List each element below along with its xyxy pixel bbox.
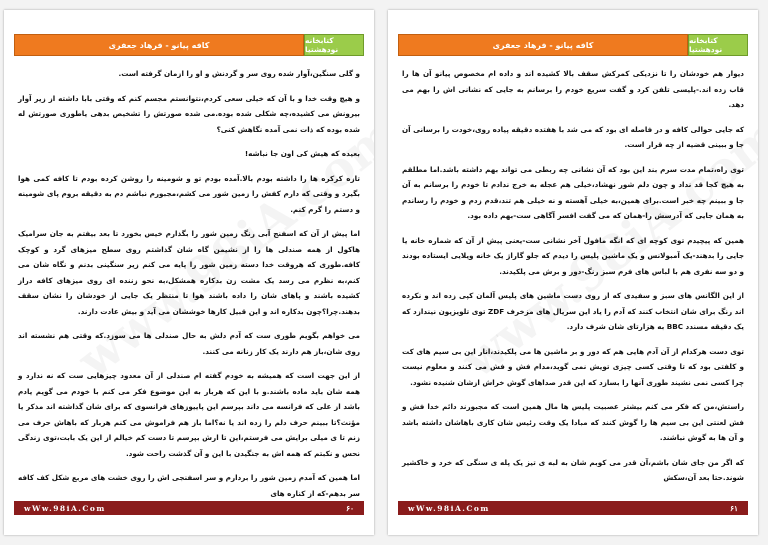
paragraph: که اگر من جای شان باشم،آن قدر می کوبم شان به لبه ی تیز یک پله ی سنگی که خرد و خاکشیر شوند.حتا بعد آن،سکش [402,457,744,482]
paragraph: توی راه،تمام مدت سرم بند این بود که آن نشانی چه ربطی می تواند بهم داشته باشد.اما مطلقم به هیچ کجا قد نداد و چون دلم شور نهشاد،خیلی هم عجله به خرج ندادم تا خودم را برسانم به آن جا و ببینم چه خبر است.برای همین،به خیلی آهسته و نه خیلی هم تند،قدم زدم و خودم را رساندم به همان جایی که آدرسش را-همان که می گفت افسر آگاهی ست-بهم داده بود. [402,164,744,220]
paragraph: توی دست هرکدام از آن آدم هایی هم که دور و بر ماشین ها می پلکیدند،انار این بی سیم های کت و کلفتی بود که تا وقتی کسی چیزی تویش نمی گوید،مدام فش و فش می کنند و معلوم نیست چرا کسی نمی نشیند طوری آنها را بسازد که این قدر صداهای گوش خراش ازشان شنیده نشود. [402,346,744,387]
header-library-name: کتابخانه نودهشتیا [688,34,748,56]
paragraph: از این الگانس های سبز و سفیدی که از روی دست ماشین های پلیس آلمان کپی زده اند و نکرده اند رنگ برای شان انتخاب کنند که آدم را یاد این سریال های مزخرف ZDF توی تلویزیون نیندازد که یک دقیقه مسندد BBC به هزارتای شان شرف دارد. [402,291,744,331]
paragraph: و هیچ وقت خدا و با آن که خیلی سعی کردم،نتوانستم مجسم کنم که وقتی بابا داشته از زیر آوار بیرونش می کشیده،چه شکلی شده بوده.می شده صورتش را تشخیص بدهی یاطوری صورتش له شده بوده که ذات نمی آمده نگاهش کنی؟ [18,93,360,134]
footer-site-link[interactable]: wWw.98iA.Com [408,503,490,513]
page-number: ۶۰ [345,503,354,513]
paragraph: که جایی حوالی کافه و در فاصله ای بود که می شد با هفتده دقیقه پیاده روی،خودت را برسانی آن جا و ببینی قضیه از چه قرار است. [402,124,744,149]
paragraph: می خواهم بگویم طوری ست که آدم دلش به حال صندلی ها می سوزد.که وقتی هم نشسته اند روی شان،باز هم دارند یک کار زنانه می کنند. [18,331,360,356]
header-title: کافه پیانو - فرهاد جعفری [398,34,688,56]
page-footer [398,501,748,515]
paragraph: و گلی سنگین،آوار شده روی سر و گردنش و او را ازمان گرفته است. [118,69,360,78]
page-body-text [402,66,744,484]
paragraph: دیوار هم خودشان را تا نزدیکی کمرکش سقف بالا کشیده اند و داده ام مخصوص پیانو آن ها را قاب زده اند.-پلیسی تلفن کرد و گفت سریع خودم را برسانم به جایی که نشانی اش را بهم می دهد. [402,69,744,109]
paragraph: از این جهت است که همیشه به خودم گفته ام صندلی از آن معدود چیزهایی ست که نه ندارد و همه شان باید ماده باشند.و با این که هربار به این موضوع فکر می کنم با خودم می گویم یادم باشد از علی که فرانسه می داند بپرسم این پاییوزهای فرانسوی که برای شان گذاشته اند مذکر یا مؤنث؟تا ببینم حرف دلم را زده اند یا نه؟اما باز هم فراموش می کنم هربار که باهاش حرف می زنم تا ی میلی برایش می فرستم،این تا ارش بپرسم تا دست کم خیالم از این یک بابت،توی زندگی نحس و نکبتم که همه اش به جنگیدن با این و آن گذشت راحت شود. [18,371,360,458]
paragraph: تازه کرکره ها را داشته بودم بالا.آمده بودم تو و شومینه را روشن کرده بودم تا کافه کمی هوا بگیرد و وقتی که دارم کفش را زمین شور می کشم،مجبورم نباشم دم به دقیقه بروم پای شومینه و دستم را گرم کنم. [18,173,360,214]
page-60 [4,10,374,535]
paragraph: همین که پیچیدم توی کوچه ای که انگه مافول آخر نشانی ست-یعنی پیش از آن که شماره خانه یا جایی را بدهند-یک آمبولانس و یک ماشین پلیس را دیدم که جلو گاراژ یک خانه ویلایی ایستاده بودند و دو سه نفری هم با لباس های فرم سبز رنگ-دور و برش می پلکیدند. [402,235,744,276]
paragraph: بعیده که هیش کی اون جا نباشه! [244,149,360,158]
page-footer [14,501,364,515]
paragraph: اما پیش از آن که اسفنج آبی رنگ زمین شور را بگذارم خیس بخورد تا بعد بیفتم به جان سرامیک هاکول از همه صندلی ها را از نشیمن گاه شان گذاشتم روی سطح میزهای گرد و کوچک کافه.طوری که هروقت خدا دسته زمین شور را پایه می کنم زیر سنگینی بدنم و نگاه شان می کنم،به نظرم می رسد یک مشت زن بدکاره همشکل،به نحو زننده ای روی میزهای کافه دراز کشیده باشند و پاهای شان را داده باشند هوا تا منتظر یک جایی از خودشان را نشان سقف بدهند.چرا؟چون بدکاره اند و این قبیل کارها خوششان می آید و بیش عادت دارند. [18,229,360,316]
paragraph: راستش،من که فکر می کنم بیشتر عصبیت پلیس ها مال همین است که مجبورند دائم خدا فش و فش لعنتی این بی سیم ها را گوش کنند که مبادا یک وقت رئیس شان کاری باهاشان داشته باشد و آن ها به گوش نباشند. [402,402,744,442]
page-number: ۶۱ [729,503,738,513]
page-61 [388,10,758,535]
page-body-text [18,66,360,498]
page-header [398,34,748,56]
page-header [14,34,364,56]
header-library-name: کتابخانه نودهشتیا [304,34,364,56]
header-title: کافه پیانو - فرهاد جعفری [14,34,304,56]
footer-site-link[interactable]: wWw.98iA.Com [24,503,106,513]
paragraph: اما همین که آمدم زمین شور را بردارم و سر اسفنجی اش را روی خشت های مربع شکل کف کافه سر بدهم-که از کناره های [18,473,360,498]
